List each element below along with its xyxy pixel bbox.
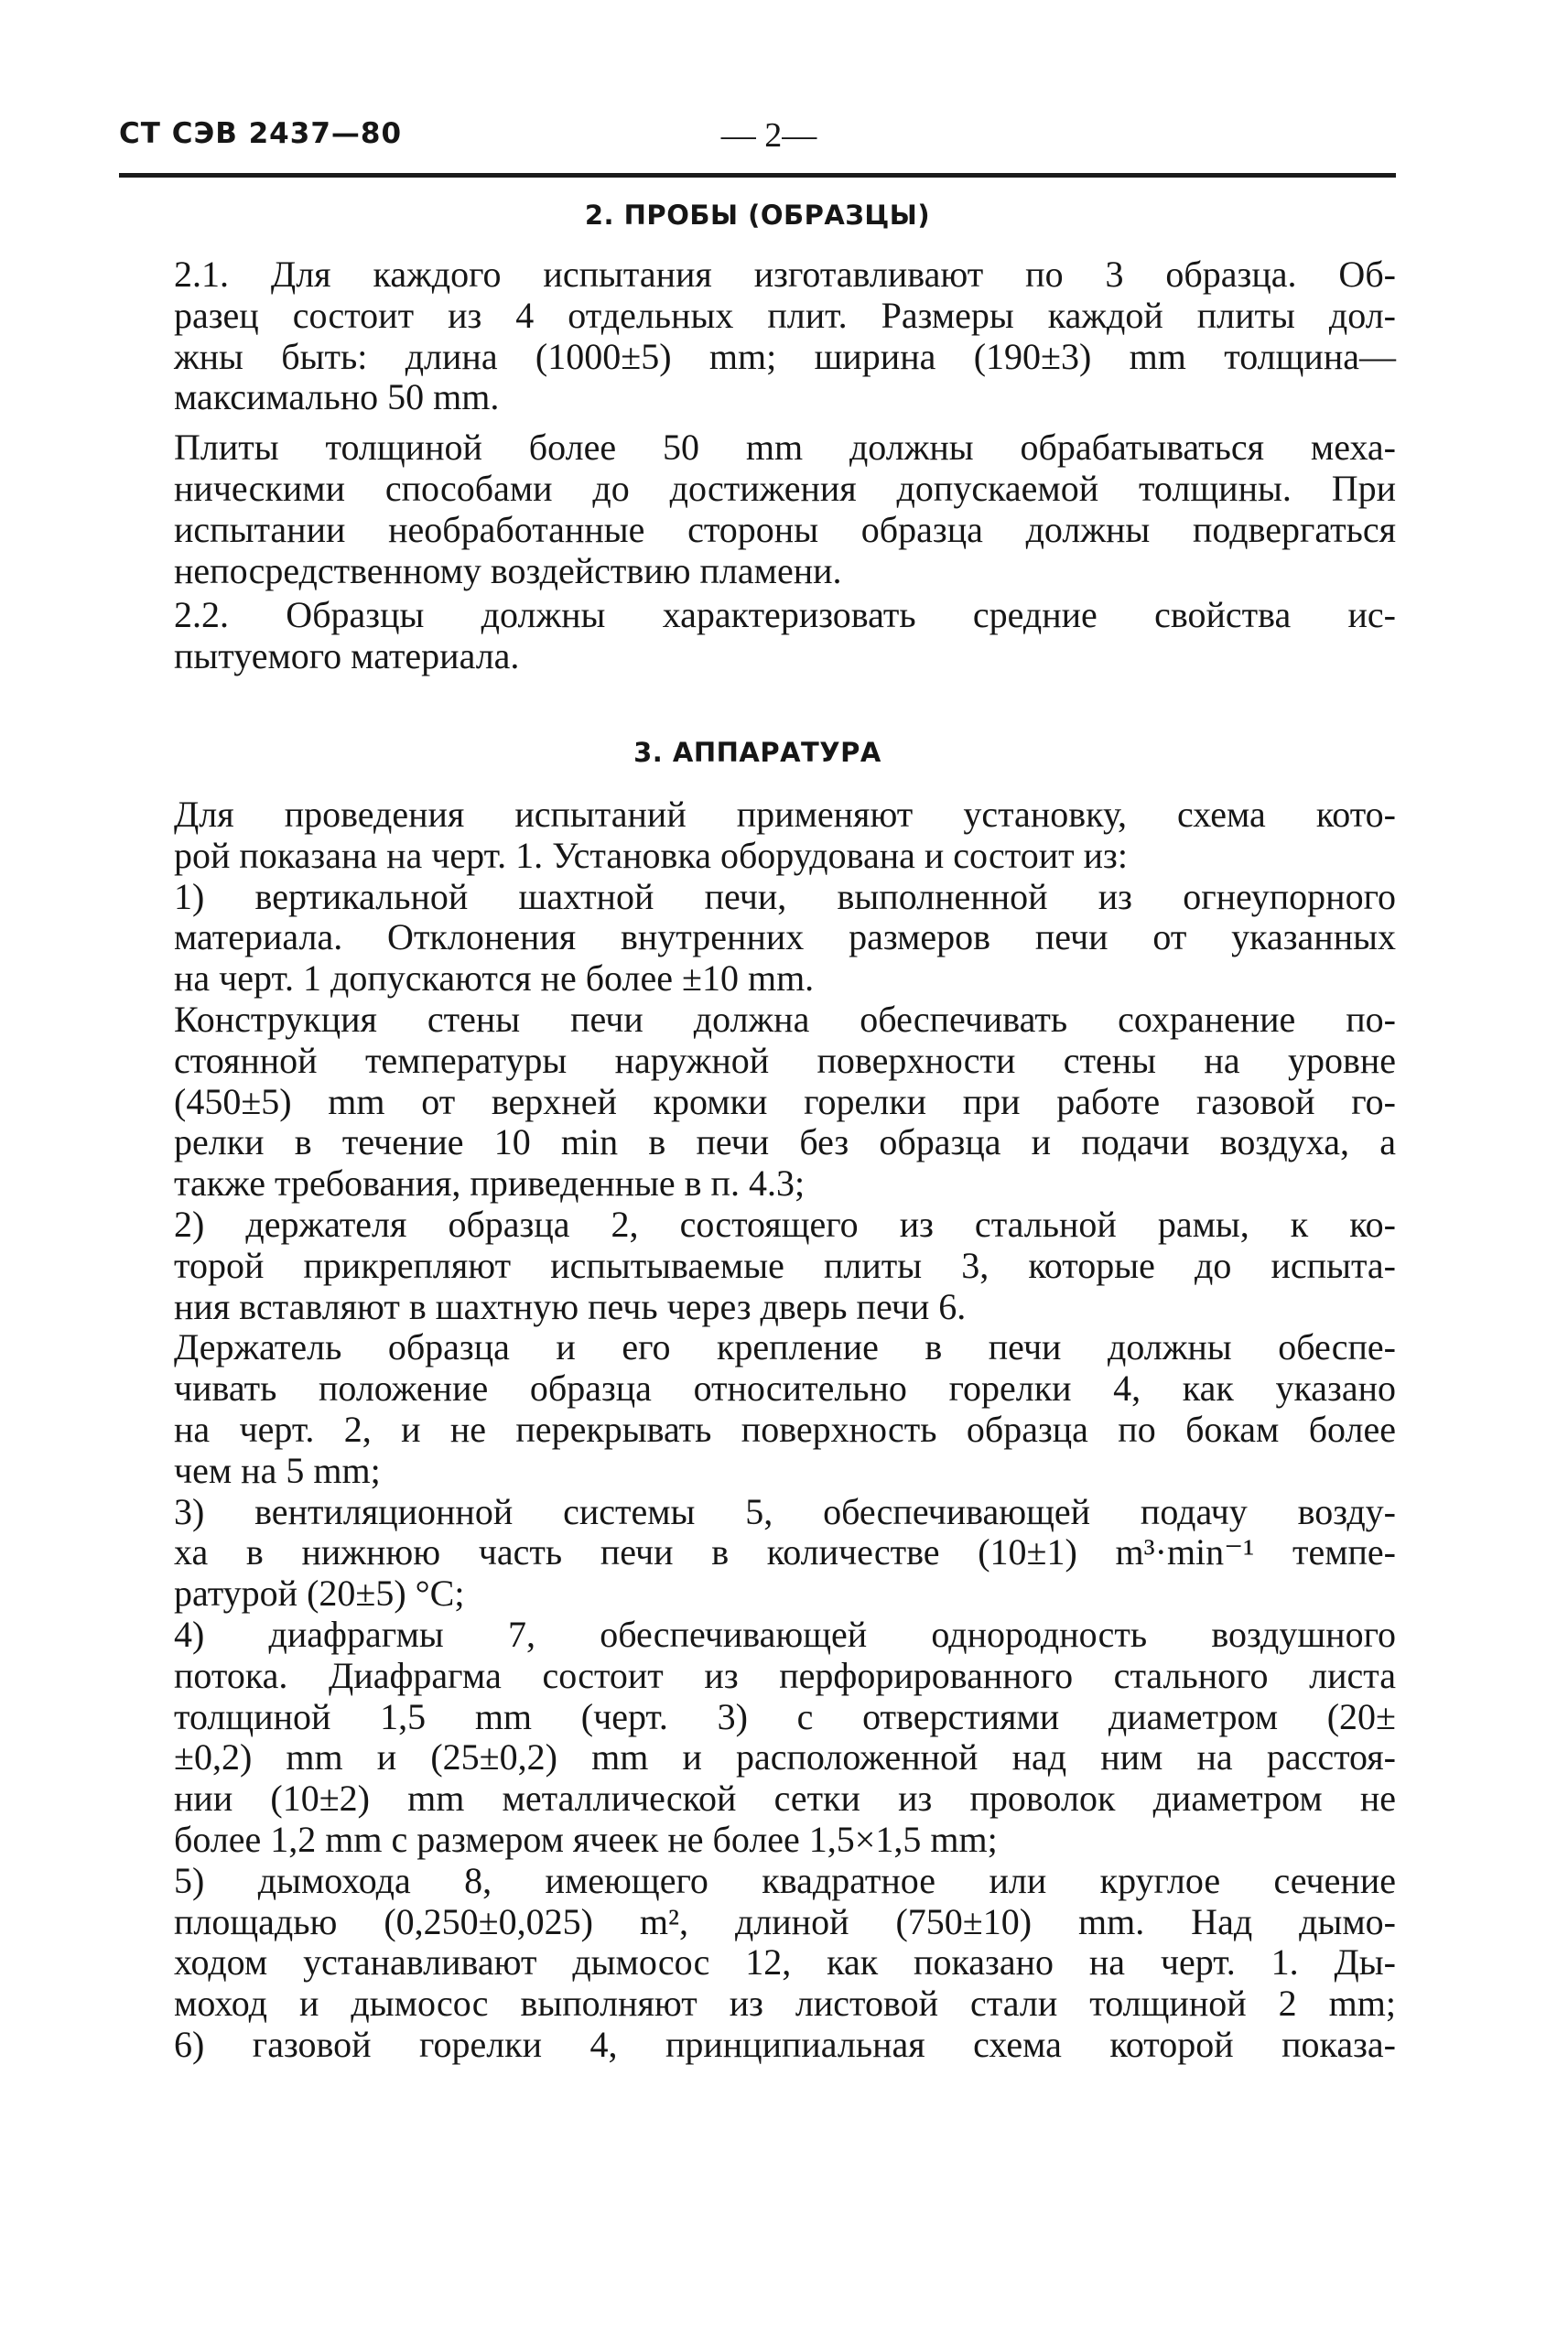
text-line: на черт. 2, и не перекрывать поверхность образца по бокам более	[174, 1408, 1396, 1450]
text-line: площадью (0,250±0,025) m², длиной (750±10) mm. Над дымо-	[174, 1900, 1396, 1942]
header-rule	[119, 173, 1396, 178]
paragraph-3-item-4	[119, 1615, 1396, 1861]
paragraph-2-1-thickness	[119, 427, 1396, 591]
paragraph-3-item-1	[119, 877, 1396, 1000]
text-line: чем на 5 mm;	[174, 1449, 381, 1491]
text-line: разец состоит из 4 отдельных плит. Размеры каждой плиты дол-	[174, 294, 1396, 336]
page-header	[119, 108, 1396, 163]
text-line: материала. Отклонения внутренних размеров печи от указанных	[174, 916, 1396, 958]
text-line: ния вставляют в шахтную печь через дверь печи 6.	[174, 1285, 967, 1327]
text-line: 5) дымохода 8, имеющего квадратное или круглое сечение	[174, 1859, 1396, 1901]
paragraph-3-intro	[119, 795, 1396, 877]
text-line: 2.1. Для каждого испытания изготавливают по 3 образца. Об-	[174, 254, 1396, 295]
text-line: нии (10±2) mm металлической сетки из проволок диаметром не	[174, 1778, 1396, 1820]
text-line: толщиной 1,5 mm (черт. 3) с отверстиями диаметром (20±	[174, 1695, 1396, 1737]
section-2-title: 2. ПРОБЫ (ОБРАЗЦЫ)	[584, 200, 931, 231]
text-line: (450±5) mm от верхней кромки горелки при работе газовой го-	[174, 1080, 1396, 1122]
text-line: чивать положение образца относительно горелки 4, как указано	[174, 1367, 1396, 1410]
text-line: пытуемого материала.	[174, 635, 520, 677]
text-line: жны быть: длина (1000±5) mm; ширина (190±3) mm толщина—	[174, 335, 1396, 377]
text-line: максимально 50 mm.	[174, 376, 500, 418]
text-line: ходом устанавливают дымосос 12, как показано на черт. 1. Ды-	[174, 1941, 1396, 1984]
text-line: 6) газовой горелки 4, принципиальная схема которой показа-	[174, 2023, 1396, 2065]
paragraph-3-item-3	[119, 1492, 1396, 1615]
paragraph-3-item-6	[119, 2025, 1396, 2066]
text-line: моход и дымосос выполняют из листовой стали толщиной 2 mm;	[174, 1983, 1396, 2025]
text-line: ническими способами до достижения допускаемой толщины. При	[174, 467, 1396, 509]
text-line: 3) вентиляционной системы 5, обеспечивающей подачу возду-	[174, 1490, 1396, 1532]
text-line: Конструкция стены печи должна обеспечивать сохранение по-	[174, 998, 1396, 1040]
section-3-body	[119, 795, 1396, 2066]
standard-code: СТ СЭВ 2437—80	[119, 117, 403, 150]
text-line: Держатель образца и его крепление в печи должны обеспе-	[174, 1326, 1396, 1368]
text-line: 2.2. Образцы должны характеризовать средние свойства ис-	[174, 594, 1396, 636]
text-line: стоянной температуры наружной поверхности стены на уровне	[174, 1039, 1396, 1081]
text-line: также требования, приведенные в п. 4.3;	[174, 1162, 806, 1205]
page-number: — 2—	[720, 116, 817, 155]
paragraph-2-2	[119, 595, 1396, 677]
section-2-body	[119, 254, 1396, 677]
paragraph-3-item-2	[119, 1205, 1396, 1327]
text-line: рой показана на черт. 1. Установка оборудована и состоит из:	[174, 834, 1128, 876]
text-line: на черт. 1 допускаются не более ±10 mm.	[174, 957, 815, 1000]
text-line: более 1,2 mm с размером ячеек не более 1,5×1,5 mm;	[174, 1818, 998, 1860]
text-line: 1) вертикальной шахтной печи, выполненной из огнеупорного	[174, 875, 1396, 917]
text-line: 2) держателя образца 2, состоящего из стальной рамы, к ко-	[174, 1203, 1396, 1245]
text-line: потока. Диафрагма состоит из перфорированного стального листа	[174, 1654, 1396, 1696]
paragraph-2-1	[119, 254, 1396, 418]
text-line: Плиты толщиной более 50 mm должны обрабатываться меха-	[174, 427, 1396, 469]
text-line: ратурой (20±5) °С;	[174, 1573, 465, 1615]
text-line: релки в течение 10 min в печи без образца и подачи воздуха, а	[174, 1121, 1396, 1163]
text-line: ха в нижнюю часть печи в количестве (10±1) m³·min⁻¹ темпе-	[174, 1531, 1396, 1573]
text-line: Для проведения испытаний применяют установку, схема кото-	[174, 794, 1396, 835]
paragraph-3-holder	[119, 1327, 1396, 1491]
paragraph-3-wall	[119, 1000, 1396, 1205]
text-line: торой прикрепляют испытываемые плиты 3, которые до испыта-	[174, 1244, 1396, 1286]
text-line: 4) диафрагмы 7, обеспечивающей однородность воздушного	[174, 1613, 1396, 1655]
section-3-title: 3. АППАРАТУРА	[633, 737, 881, 768]
paragraph-3-item-5	[119, 1861, 1396, 2025]
text-line: непосредственному воздействию пламени.	[174, 549, 842, 591]
text-line: ±0,2) mm и (25±0,2) mm и расположенной над ним на расстоя-	[174, 1736, 1396, 1778]
text-line: испытании необработанные стороны образца должны подвергаться	[174, 508, 1396, 550]
